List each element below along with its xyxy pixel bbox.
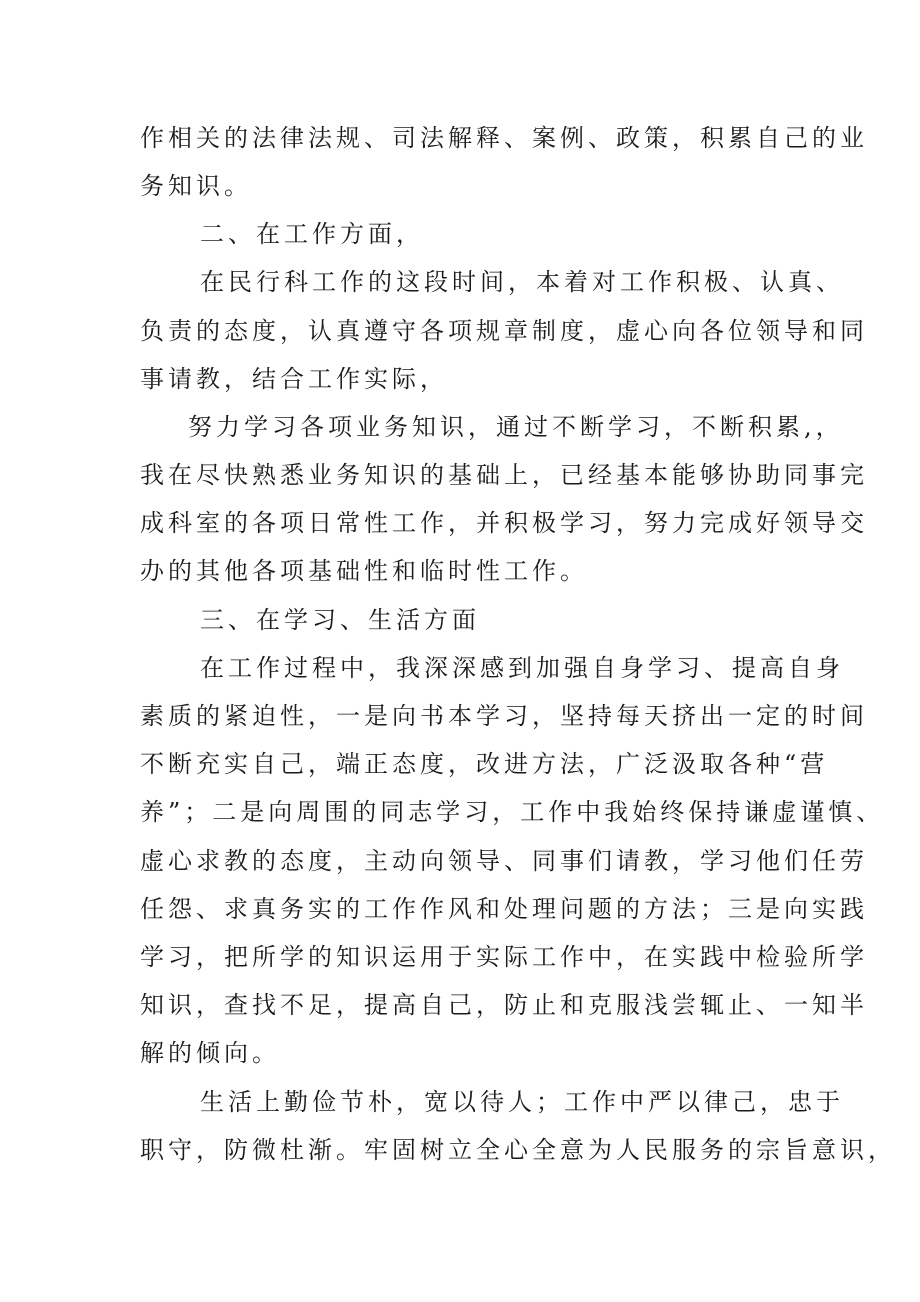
text-line: 学习，把所学的知识运用于实际工作中，在实践中检验所学 <box>140 943 868 971</box>
text-line: 事请教，结合工作实际， <box>140 365 448 393</box>
text-line: 成科室的各项日常性工作，并积极学习，努力完成好领导交 <box>140 509 868 537</box>
text-line: 作相关的法律法规、司法解释、案例、政策，积累自己的业 <box>140 124 868 152</box>
text-line: 知识，查找不足，提高自己，防止和克服浅尝辄止、一知半 <box>140 991 868 1019</box>
text-line: 养”；二是向周围的同志学习，工作中我始终保持谦虚谨慎、 <box>140 798 885 826</box>
text-line: 努力学习各项业务知识，通过不断学习，不断积累,， <box>188 413 844 441</box>
text-line: 务知识。 <box>140 172 252 200</box>
text-line: 素质的紧迫性，一是向书本学习，坚持每天挤出一定的时间 <box>140 702 868 730</box>
text-line: 负责的态度，认真遵守各项规章制度，虚心向各位领导和同 <box>140 317 868 345</box>
text-line: 我在尽快熟悉业务知识的基础上，已经基本能够协助同事完 <box>140 461 868 489</box>
text-line: 在工作过程中，我深深感到加强自身学习、提高自身 <box>200 654 844 682</box>
section-heading: 三、在学习、生活方面 <box>200 606 480 634</box>
text-line: 在民行科工作的这段时间，本着对工作积极、认真、 <box>200 268 844 296</box>
text-line: 职守，防微杜渐。牢固树立全心全意为人民服务的宗旨意识， <box>140 1136 896 1164</box>
text-line: 生活上勤俭节朴，宽以待人；工作中严以律己，忠于 <box>200 1088 844 1116</box>
text-line: 解的倾向。 <box>140 1039 280 1067</box>
text-line: 办的其他各项基础性和临时性工作。 <box>140 557 588 585</box>
section-heading: 二、在工作方面， <box>200 220 424 248</box>
text-line: 不断充实自己，端正态度，改进方法，广泛汲取各种“营 <box>140 750 829 778</box>
text-line: 虚心求教的态度，主动向领导、同事们请教，学习他们任劳 <box>140 847 868 875</box>
text-line: 任怨、求真务实的工作作风和处理问题的方法；三是向实践 <box>140 895 868 923</box>
